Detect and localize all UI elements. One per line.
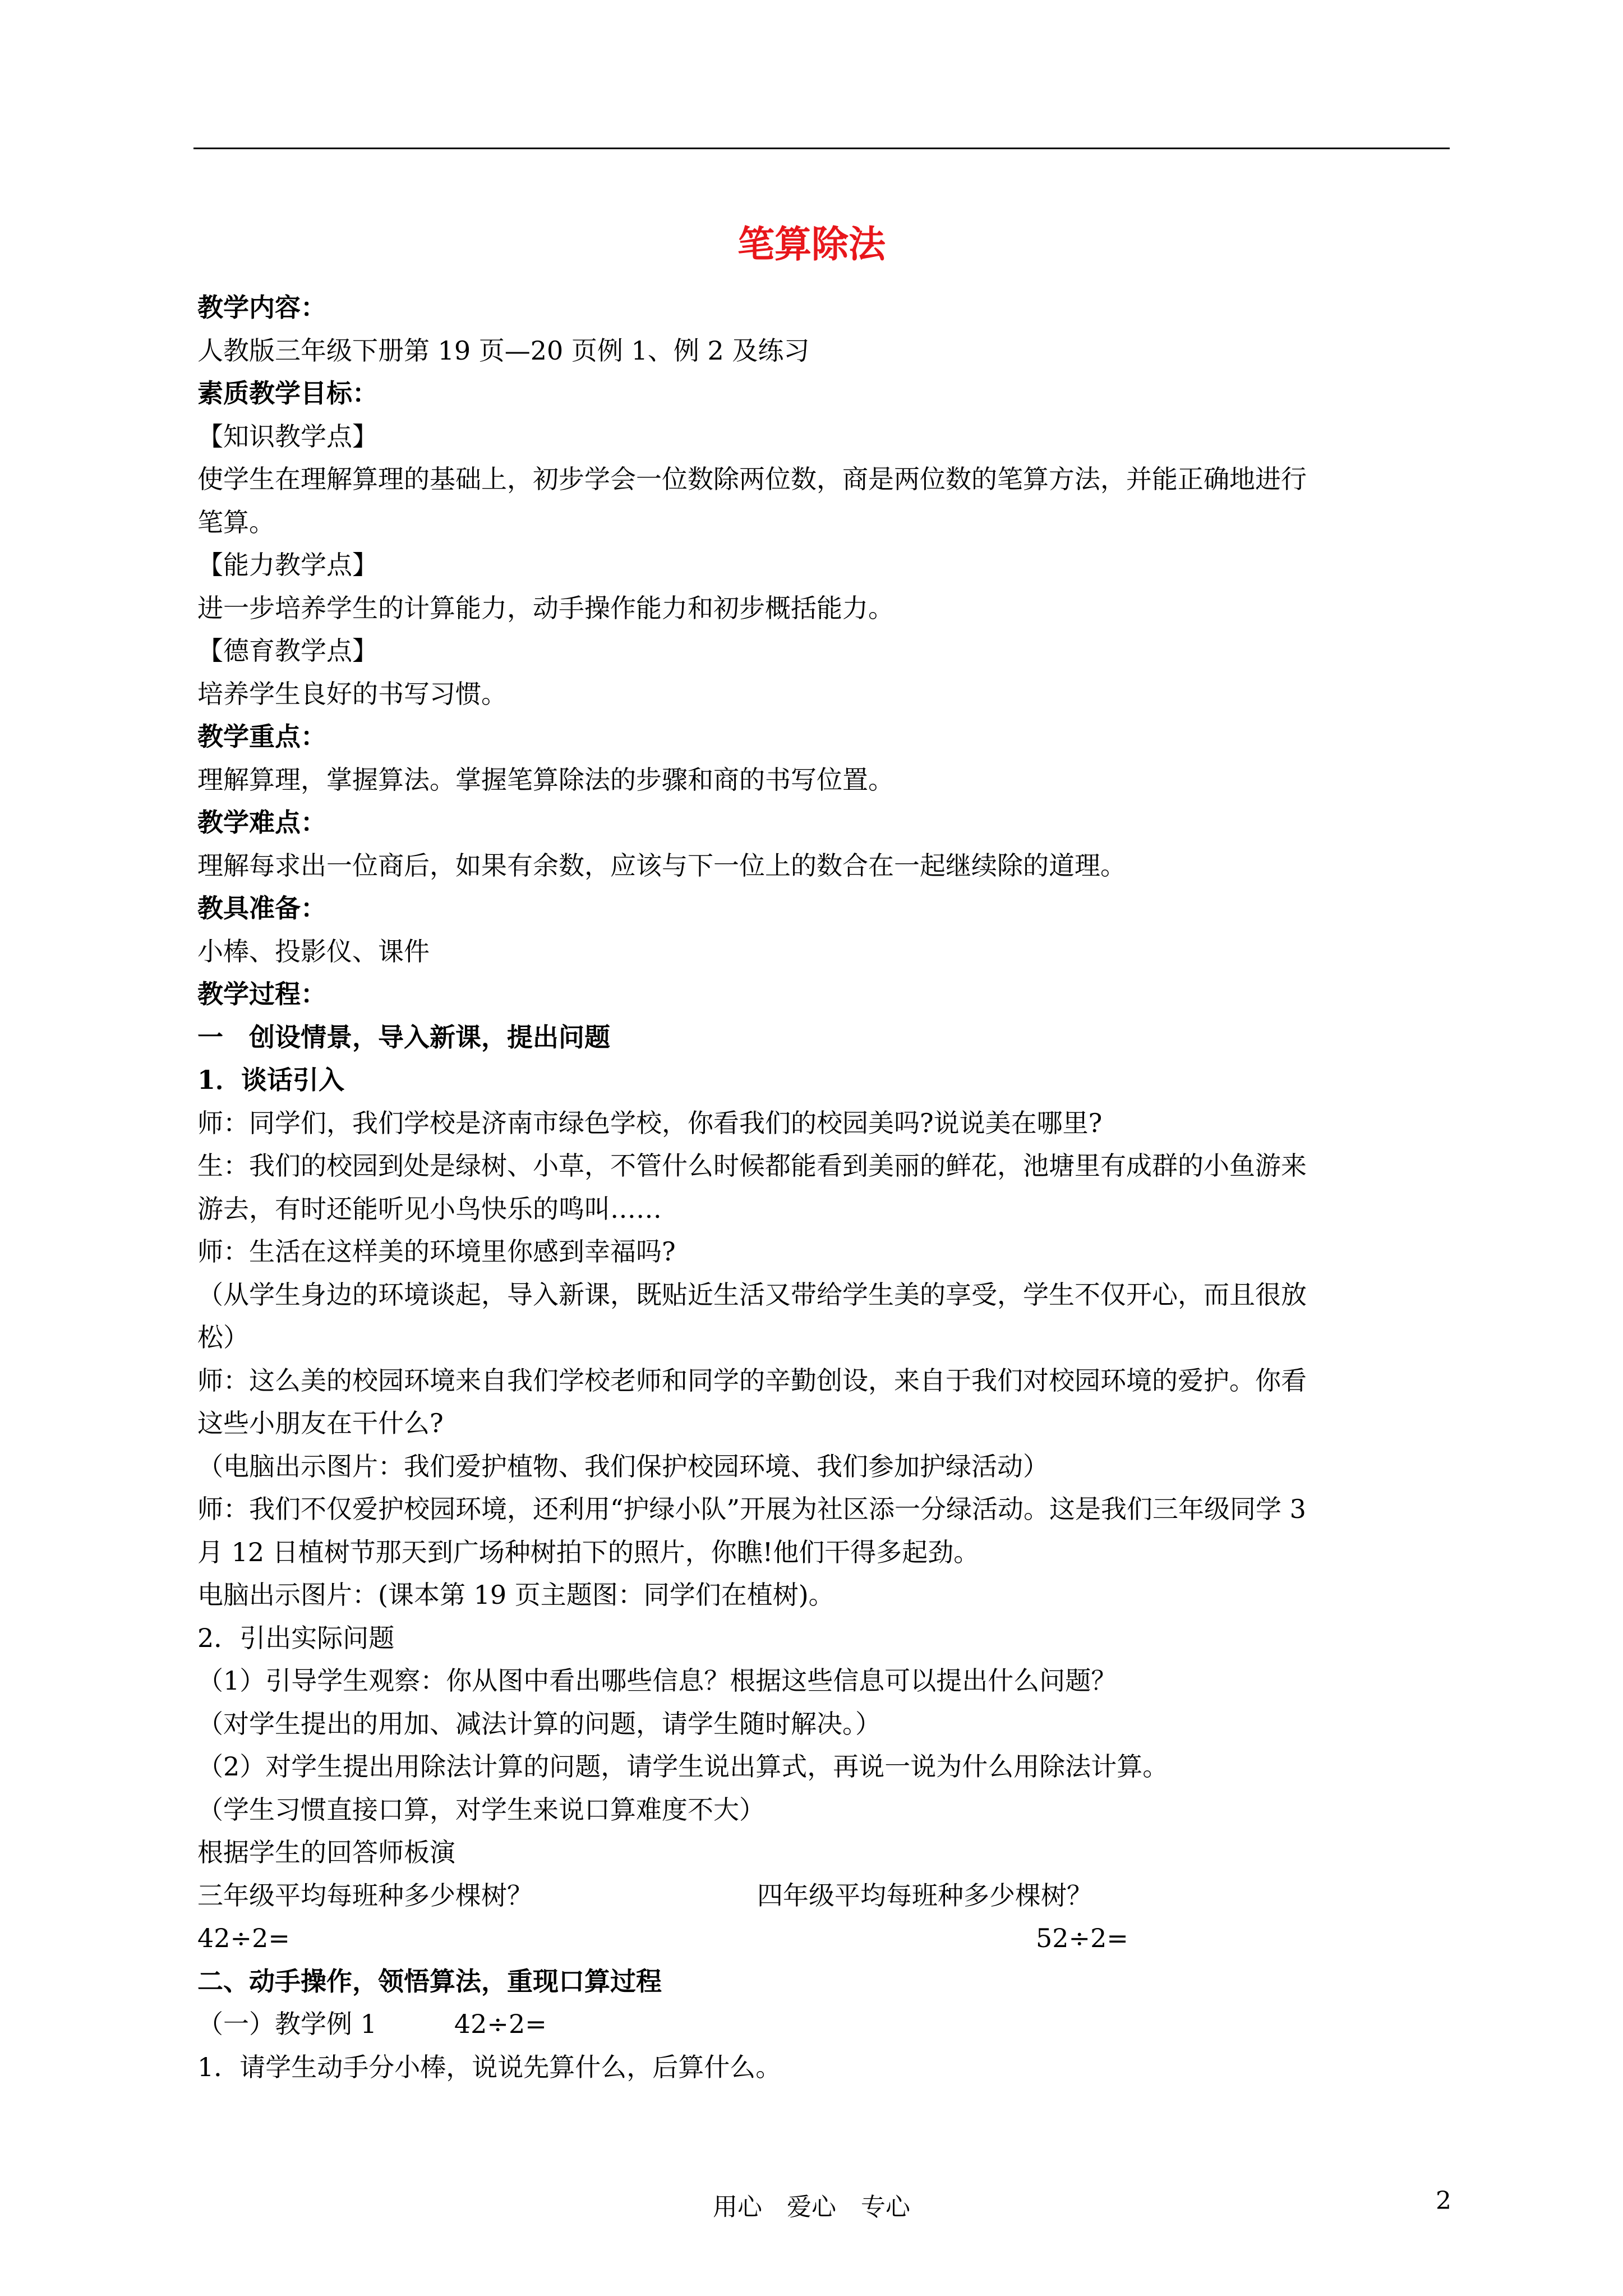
section-heading: 教学过程： [197, 979, 326, 1009]
header-rule [193, 148, 1450, 149]
text-line: 师：生活在这样美的环境里你感到幸福吗? [197, 1236, 676, 1267]
text-line: 使学生在理解算理的基础上，初步学会一位数除两位数，商是两位数的笔算方法，并能正确地进行 [197, 464, 1307, 494]
section-heading: 教学内容： [197, 292, 326, 323]
section-heading: 1．谈话引入 [197, 1065, 345, 1095]
text-line: 这些小朋友在干什么? [197, 1408, 444, 1438]
text-line: 师：同学们，我们学校是济南市绿色学校，你看我们的校园美吗?说说美在哪里? [197, 1107, 1103, 1138]
text-line: 1．请学生动手分小棒，说说先算什么，后算什么。 [197, 2051, 782, 2082]
document-body [197, 286, 1451, 2088]
question-left: 三年级平均每班种多少棵树？ [197, 1880, 533, 1911]
text-line: 【能力教学点】 [197, 550, 378, 580]
section-heading: 素质教学目标： [197, 378, 378, 408]
text-line: 师：我们不仅爱护校园环境，还利用“护绿小队”开展为社区添一分绿活动。这是我们三年级同学 3 [197, 1494, 1306, 1524]
text-line: 生：我们的校园到处是绿树、小草，不管什么时候都能看到美丽的鲜花，池塘里有成群的小鱼游来 [197, 1151, 1307, 1181]
text-line: （对学生提出的用加、减法计算的问题，请学生随时解决。） [197, 1708, 881, 1739]
equation-row [197, 1917, 1451, 1960]
section-heading: 教学难点： [197, 807, 326, 838]
page-title: 笔算除法 [737, 222, 886, 266]
text-line: 【德育教学点】 [197, 636, 378, 666]
text-line: 2．引出实际问题 [197, 1622, 395, 1653]
question-right: 四年级平均每班种多少棵树？ [757, 1880, 1092, 1911]
text-line: 小棒、投影仪、课件 [197, 936, 430, 967]
text-line: 笔算。 [197, 507, 275, 537]
section-heading: 教学重点： [197, 721, 326, 752]
text-line: 培养学生良好的书写习惯。 [197, 678, 507, 709]
equation-right: 52÷2= [1036, 1923, 1128, 1953]
text-line: （2）对学生提出用除法计算的问题，请学生说出算式，再说一说为什么用除法计算。 [197, 1751, 1169, 1782]
text-line: 根据学生的回答师板演 [197, 1837, 455, 1867]
text-line: （1）引导学生观察：你从图中看出哪些信息？根据这些信息可以提出什么问题？ [197, 1665, 1117, 1696]
text-line: 电脑出示图片：(课本第 19 页主题图：同学们在植树)。 [197, 1580, 834, 1610]
section-heading: 教具准备： [197, 893, 326, 923]
page-number: 2 [1436, 2187, 1451, 2215]
text-line: （一）教学例 1 42÷2= [197, 2009, 547, 2039]
body-lines [197, 286, 1451, 1874]
body-lines-after [197, 1960, 1451, 2089]
section-heading: 一 创设情景，导入新课，提出问题 [197, 1022, 610, 1052]
text-line: 月 12 日植树节那天到广场种树拍下的照片，你瞧!他们干得多起劲。 [197, 1536, 980, 1567]
text-line: 人教版三年级下册第 19 页—20 页例 1、例 2 及练习 [197, 335, 810, 366]
equation-left: 42÷2= [197, 1923, 290, 1953]
footer-motto: 用心 爱心 专心 [713, 2193, 910, 2221]
text-line: （学生习惯直接口算，对学生来说口算难度不大） [197, 1794, 765, 1825]
text-line: 师：这么美的校园环境来自我们学校老师和同学的辛勤创设，来自于我们对校园环境的爱护。你看 [197, 1365, 1307, 1396]
text-line: 理解算理，掌握算法。掌握笔算除法的步骤和商的书写位置。 [197, 764, 894, 795]
text-line: 理解每求出一位商后，如果有余数，应该与下一位上的数合在一起继续除的道理。 [197, 850, 1126, 881]
question-row [197, 1874, 1451, 1917]
text-line: 游去，有时还能听见小鸟快乐的鸣叫…… [197, 1193, 662, 1224]
section-heading: 二、动手操作，领悟算法，重现口算过程 [197, 1966, 662, 1996]
text-line: 进一步培养学生的计算能力，动手操作能力和初步概括能力。 [197, 592, 894, 623]
text-line: 【知识教学点】 [197, 421, 378, 452]
text-line: 松） [197, 1322, 249, 1352]
text-line: （电脑出示图片：我们爱护植物、我们保护校园环境、我们参加护绿活动） [197, 1451, 1049, 1481]
text-line: （从学生身边的环境谈起，导入新课，既贴近生活又带给学生美的享受，学生不仅开心，而且很放 [197, 1279, 1307, 1310]
